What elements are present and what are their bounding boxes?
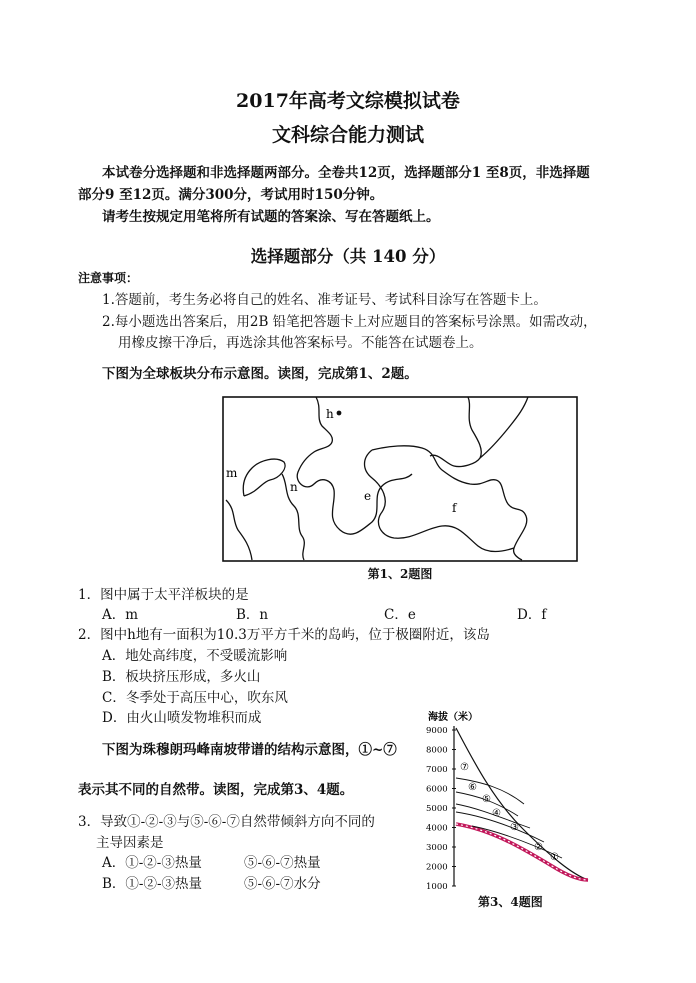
label-f: f [452, 501, 457, 515]
q1-option-b[interactable]: B．n [236, 607, 269, 623]
q34-lead-2: 表示其不同的自然带。读图，完成第3、4题。 [78, 782, 354, 798]
exam-title: 2017年高考文综模拟试卷 [236, 90, 460, 112]
q3-stem-2: 主导因素是 [96, 835, 164, 851]
note-1: 1.答题前，考生务必将自己的姓名、准考证号、考试科目涂写在答题卡上。 [102, 292, 547, 308]
mountain-slope [456, 728, 588, 880]
map-caption: 第1、2题图 [367, 567, 433, 581]
y-tick-label: 1000 [426, 882, 448, 892]
q2-option-b[interactable]: B．板块挤压形成，多火山 [102, 669, 261, 685]
q3-stem-1: 3．导致①-②-③与⑤-⑥-⑦自然带倾斜方向不同的 [78, 814, 375, 830]
q3-option-b-part1[interactable]: B．①-②-③热量 [102, 876, 203, 892]
q3-option-a-part2[interactable]: ⑤-⑥-⑦热量 [244, 855, 321, 871]
q2-option-c[interactable]: C．冬季处于高压中心，吹东风 [102, 690, 288, 706]
y-tick-label: 3000 [426, 843, 448, 853]
q2-option-d[interactable]: D．由火山喷发物堆积而成 [102, 710, 262, 726]
everest-slope-diagram [412, 708, 602, 900]
zone-label: ⑦ [460, 762, 469, 773]
intro-line-1: 本试卷分选择题和非选择题两部分。全卷共12页，选择题部分1 至8页，非选择题 [102, 165, 590, 181]
label-h: h [326, 407, 334, 421]
notes-title: 注意事项： [78, 271, 139, 285]
q1-option-d[interactable]: D．f [517, 607, 547, 623]
plate-map [222, 396, 578, 562]
y-tick-label: 5000 [426, 804, 448, 814]
q3-option-b-part2[interactable]: ⑤-⑥-⑦水分 [244, 876, 321, 892]
zone-labels [460, 762, 559, 863]
snowline-hatch [456, 824, 588, 880]
zone-label: ① [550, 852, 559, 863]
y-tick-label: 9000 [426, 726, 448, 736]
intro-line-3: 请考生按规定用笔将所有试题的答案涂、写在答题纸上。 [102, 209, 440, 225]
label-n: n [290, 480, 298, 494]
zone-label: ③ [510, 822, 519, 833]
diagram-caption: 第3、4题图 [478, 895, 543, 909]
y-tick-label: 2000 [426, 862, 448, 873]
point-h-marker [337, 411, 342, 416]
q1-option-a[interactable]: A．m [102, 607, 139, 623]
section-title: 选择题部分（共 140 分） [250, 247, 446, 266]
q3-option-a-part1[interactable]: A．①-②-③热量 [102, 855, 202, 871]
y-ticks [426, 726, 456, 892]
snowline-hatch-pattern [456, 824, 588, 880]
zone-label: ② [534, 842, 543, 853]
note-2a: 2.每小题选出答案后，用2B 铅笔把答题卡上对应题目的答案标号涂黑。如需改动， [102, 314, 597, 330]
zone-label: ⑤ [482, 794, 491, 805]
q12-lead: 下图为全球板块分布示意图。读图，完成第1、2题。 [102, 366, 418, 382]
intro-line-2: 部分9 至12页。满分300分，考试用时150分钟。 [78, 187, 384, 203]
y-tick-label: 6000 [426, 784, 448, 795]
zone-label: ④ [492, 808, 501, 819]
note-2b: 用橡皮擦干净后，再选涂其他答案标号。不能答在试题卷上。 [118, 335, 483, 351]
label-e: e [364, 489, 372, 503]
y-tick-label: 8000 [426, 745, 448, 756]
y-tick-label: 4000 [426, 823, 448, 834]
q2-stem: 2．图中h地有一面积为10.3万平方千米的岛屿，位于极圈附近，该岛 [78, 627, 490, 643]
q2-option-a[interactable]: A．地处高纬度，不受暖流影响 [102, 648, 288, 664]
q1-option-c[interactable]: C．e [384, 607, 416, 623]
q34-lead-1: 下图为珠穆朗玛峰南坡带谱的结构示意图，①~⑦ [102, 742, 397, 758]
zone-label: ⑥ [468, 782, 477, 793]
q1-stem: 1．图中属于太平洋板块的是 [78, 587, 249, 603]
y-tick-label: 7000 [426, 765, 448, 775]
diagram-ylabel: 海拔（米） [428, 712, 478, 723]
label-m: m [226, 466, 238, 480]
exam-subtitle: 文科综合能力测试 [271, 124, 424, 146]
